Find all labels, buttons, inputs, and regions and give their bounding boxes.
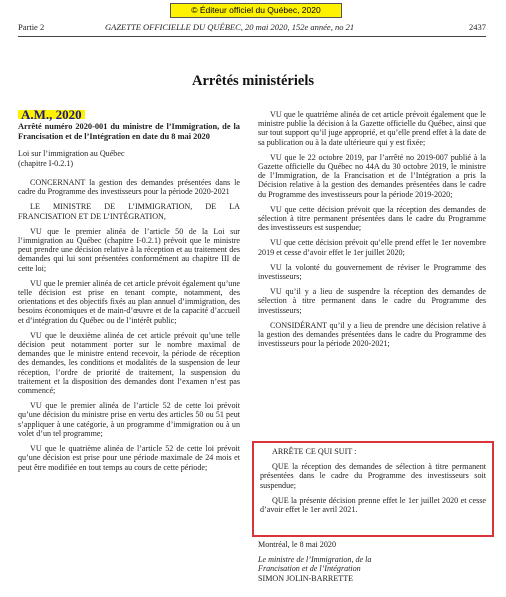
header-part: Partie 2 (18, 22, 45, 32)
place-date: Montréal, le 8 mai 2020 (258, 540, 336, 549)
paragraph-vu-1: VU que le premier alinéa de l’article 50 de la Loi sur l’immigration au Québec (chapitre I-0.2.1) prévoit que le ministre peut prendre une décision relative à la réception et au traitement des demandes qui lui sont présentées conformément au chapitre III de cette loi; (18, 226, 240, 273)
paragraph-vu-7: VU que le 22 octobre 2019, par l’arrêté no 2019-007 publié à la Gazette officielle du Québec no 44A du 30 octobre 2019, le ministre de l’Immigration, de la Francisation et de l’Intégration a pris la Décision relative à la gestion des demandes présentées dans le cadre du Programme des investisseurs pour la période 2019-2020; (258, 152, 486, 199)
law-name: Loi sur l’immigration au Québec (18, 149, 125, 159)
decision-heading: ARRÊTE CE QUI SUIT : (272, 447, 357, 456)
signature-title-1: Le ministre de l’Immigration, de la (258, 554, 372, 564)
header-gazette: GAZETTE OFFICIELLE DU QUÉBEC, 20 mai 2020, 152e année, no 21 (105, 22, 355, 32)
left-column (18, 107, 240, 478)
decision-suspension: QUE la réception des demandes de sélection à titre permanent présentées dans le cadre du Programme des investisseurs soit suspendue; (260, 462, 486, 490)
signature-title-2: Francisation et de l’Intégration (258, 564, 361, 574)
am-label: A.M., 2020 (18, 110, 85, 119)
paragraph-concernant: CONCERNANT la gestion des demandes présentées dans le cadre du Programme des investisseurs pour la période 2020-2021 (18, 178, 240, 197)
copyright-banner: © Éditeur officiel du Québec, 2020 (170, 3, 342, 18)
law-reference (18, 149, 240, 168)
arrete-heading: Arrêté numéro 2020-001 du ministre de l’Immigration, de la Francisation et de l’Intégration en date du 8 mai 2020 (18, 122, 240, 141)
paragraph-vu-11: VU qu’il y a lieu de suspendre la réception des demandes de sélection à titre permanent dans le cadre du Programme des investisseurs; (258, 287, 486, 315)
header-rule (18, 36, 486, 37)
paragraph-vu-5: VU que le quatrième alinéa de l’article 52 de cette loi prévoit qu’une décision est prise pour une période maximale de 24 mois et peut être modifiée en tout temps au cours de cette période; (18, 444, 240, 472)
arrete-decision-box (252, 441, 494, 537)
law-chapter: (chapitre I-0.2.1) (18, 158, 74, 168)
signature-name: SIMON JOLIN-BARRETTE (258, 573, 354, 583)
signature-block (258, 540, 486, 583)
page-header (0, 22, 506, 36)
header-page-number: 2437 (469, 22, 486, 32)
paragraph-vu-8: VU que cette décision prévoit que la réception des demandes de sélection à titre permanent présentées dans le cadre du Programme des investisseurs est suspendue; (258, 204, 486, 233)
paragraph-vu-6: VU que le quatrième alinéa de cet article prévoit également que le ministre publie la décision à la Gazette officielle du Québec, ainsi que sur tout support qu’il juge approprié, et qu’elle prend effet à la date de sa publication ou à la date ultérieure qui y est fixée; (258, 110, 486, 147)
paragraph-vu-10: VU la volonté du gouvernement de réviser le Programme des investisseurs; (258, 262, 486, 282)
right-column (258, 110, 486, 354)
decision-effective-dates: QUE la présente décision prenne effet le 1er juillet 2020 et cesse d’avoir effet le 1er avril 2021. (260, 495, 486, 515)
paragraph-vu-2: VU que le premier alinéa de cet article prévoit également qu’une telle décision est prise en tenant compte, notamment, des orientations et des objectifs fixés au plan annuel d’immigration, des besoins économiques et de main-d’œuvre et de la capacité d’accueil et d’intégration du Québec ou de l’intérêt public; (18, 278, 240, 325)
paragraph-vu-4: VU que le premier alinéa de l’article 52 de cette loi prévoit qu’une décision du ministre prise en vertu des articles 50 ou 51 peut s’appliquer à une catégorie, à un programme d’immigration ou à un volet d’un tel programme; (18, 401, 240, 438)
paragraph-considerant: CONSIDÉRANT qu’il y a lieu de prendre une décision relative à la gestion des demandes présentées dans le cadre du Programme des investisseurs pour la période 2020-2021; (258, 320, 486, 349)
page-title: Arrêtés ministériels (192, 73, 314, 89)
paragraph-vu-3: VU que le deuxième alinéa de cet article prévoit qu’une telle décision peut notamment porter sur le nombre maximal de demandes que le ministre entend recevoir, la période de réception des demandes, les conditions et modalités de la suspension de leur réception, l’ordre de priorité de traitement, la suspension du traitement et la disposition des demandes dont l’examen n’est pas commencé; (18, 330, 240, 396)
paragraph-vu-9: VU que cette décision prévoit qu’elle prend effet le 1er novembre 2019 et cesse d’avoir effet le 1er juillet 2020; (258, 238, 486, 257)
paragraph-ministre: LE MINISTRE DE L’IMMIGRATION, DE LA FRANCISATION ET DE L’INTÉGRATION, (18, 202, 240, 221)
